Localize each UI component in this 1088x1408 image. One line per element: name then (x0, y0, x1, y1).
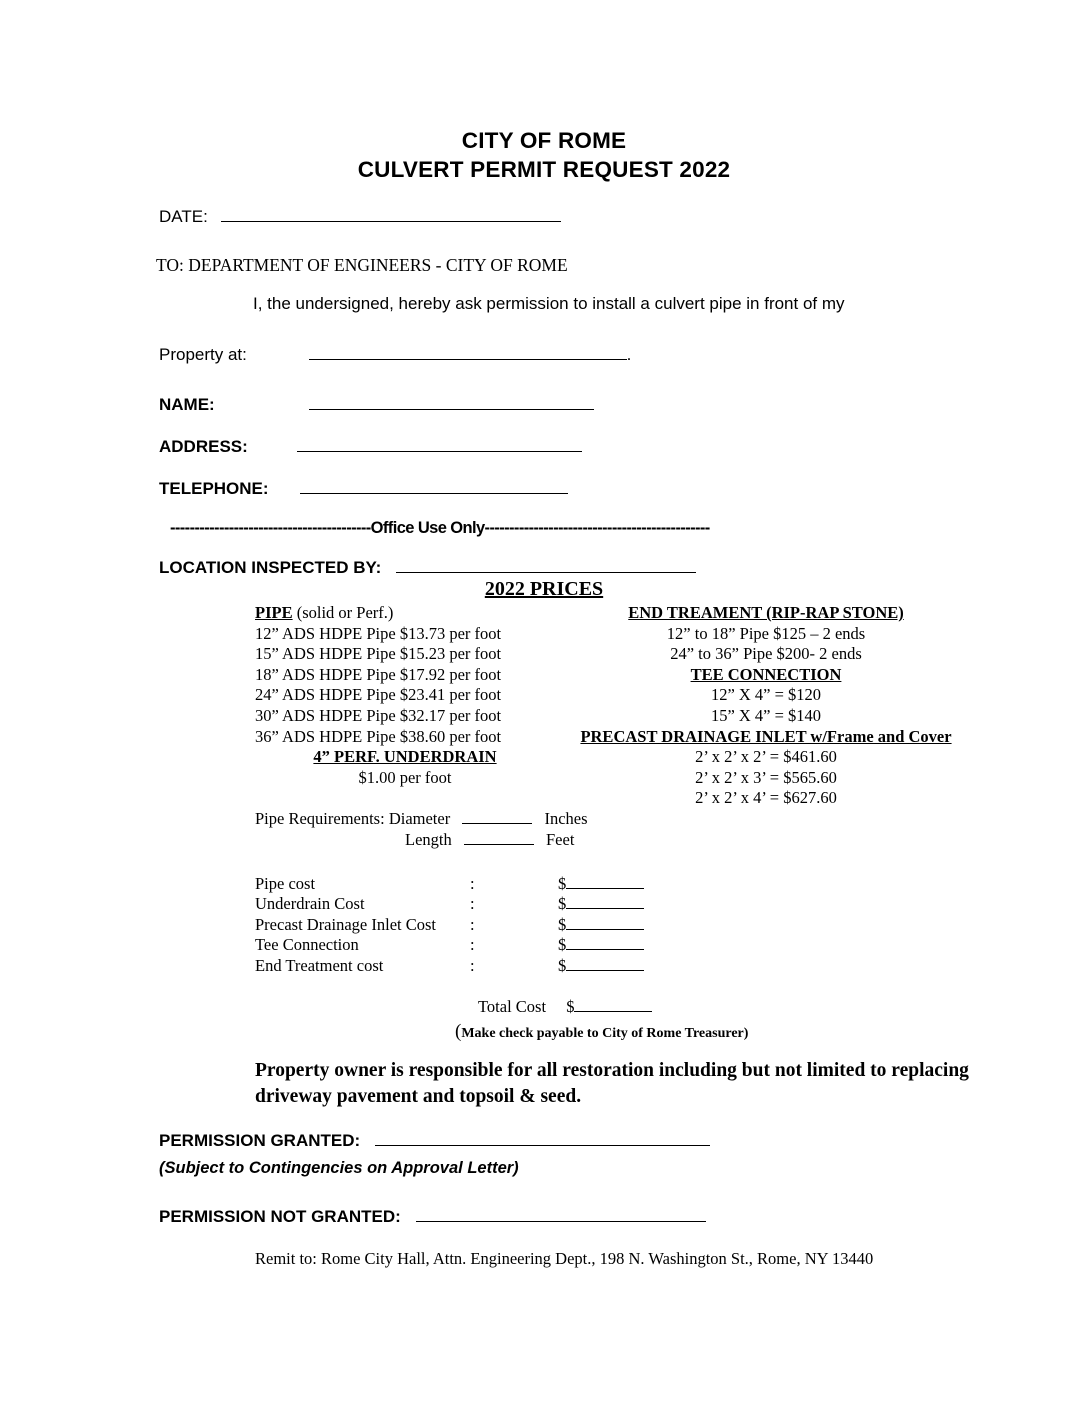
total-cost-input-line[interactable] (574, 1011, 652, 1012)
total-cost-dollar: $ (566, 997, 575, 1016)
property-input-line[interactable] (309, 359, 627, 360)
end-treatment-heading: END TREAMENT (RIP-RAP STONE) (628, 603, 904, 622)
pipe-heading-bold: PIPE (255, 603, 293, 622)
length-label: Length (405, 830, 452, 849)
property-label: Property at: (159, 345, 247, 364)
pipe-column-heading (255, 603, 555, 624)
permission-granted-input-line[interactable] (375, 1145, 710, 1146)
make-check-text: Make check payable to City of Rome Treasurer) (461, 1026, 749, 1041)
cost-value: $ (558, 915, 644, 935)
cost-value: $ (558, 894, 644, 914)
permission-granted-label: PERMISSION GRANTED: (159, 1131, 361, 1150)
cost-colon: : (470, 935, 475, 955)
location-inspected-label: LOCATION INSPECTED BY: (159, 558, 382, 577)
pipe-requirements-block (255, 808, 588, 850)
property-row (159, 345, 631, 365)
length-unit: Feet (546, 830, 575, 849)
prices-heading: 2022 PRICES (484, 578, 604, 600)
contingency-note: (Subject to Contingencies on Approval Letter) (159, 1159, 519, 1177)
treatment-price-column (556, 603, 976, 809)
underdrain-price: $1.00 per foot (358, 767, 452, 787)
precast-inlet-heading: PRECAST DRAINAGE INLET w/Frame and Cover (580, 726, 952, 746)
cost-input-line[interactable] (566, 970, 644, 971)
pipe-requirements-length-row (255, 829, 588, 850)
name-input-line[interactable] (309, 409, 594, 410)
length-input-line[interactable] (464, 844, 534, 845)
tee-connection-item: 15” X 4” = $140 (710, 705, 822, 725)
cost-input-line[interactable] (566, 949, 644, 950)
tee-connection-item: 12” X 4” = $120 (710, 685, 822, 705)
cost-label: Tee Connection (255, 935, 359, 955)
permission-granted-row (159, 1131, 710, 1151)
permission-not-granted-label: PERMISSION NOT GRANTED: (159, 1207, 401, 1226)
pipe-price-item: 30” ADS HDPE Pipe $32.17 per foot (255, 705, 502, 725)
owner-responsibility-note: Property owner is responsible for all restoration including but not limited to replacing driveway pavement and topsoil & seed. (255, 1060, 969, 1107)
office-use-only-divider: -----------------------------------------Office Use Only---------------------------------------------- (170, 519, 710, 537)
date-input-line[interactable] (221, 221, 561, 222)
precast-inlet-item: 2’ x 2’ x 4’ = $627.60 (695, 788, 837, 808)
make-check-note (455, 1021, 748, 1043)
pipe-price-item: 18” ADS HDPE Pipe $17.92 per foot (255, 664, 502, 684)
title-line-1: CITY OF ROME (461, 128, 627, 153)
pipe-price-item: 24” ADS HDPE Pipe $23.41 per foot (255, 685, 502, 705)
cost-input-line[interactable] (566, 929, 644, 930)
cost-colon: : (470, 894, 475, 914)
cost-label: Pipe cost (255, 874, 316, 893)
addressed-to-line: TO: DEPARTMENT OF ENGINEERS - CITY OF ROME (156, 255, 568, 275)
pipe-price-item: 36” ADS HDPE Pipe $38.60 per foot (255, 726, 502, 746)
cost-colon: : (470, 955, 475, 975)
make-check-paren: ( (455, 1021, 462, 1042)
end-treatment-item: 12” to 18” Pipe $125 – 2 ends (666, 623, 866, 643)
name-row (159, 395, 594, 415)
cost-value: $ (558, 935, 644, 955)
cost-colon: : (470, 914, 475, 934)
cost-value: $ (558, 874, 644, 894)
pipe-price-item: 15” ADS HDPE Pipe $15.23 per foot (255, 644, 502, 664)
remit-to-line: Remit to: Rome City Hall, Attn. Engineering Dept., 198 N. Washington St., Rome, NY 13440 (255, 1249, 874, 1268)
intro-sentence: I, the undersigned, hereby ask permission to install a culvert pipe in front of my (253, 294, 845, 313)
pipe-price-item: 12” ADS HDPE Pipe $13.73 per foot (255, 623, 502, 643)
total-cost-row (478, 997, 652, 1017)
tee-connection-heading: TEE CONNECTION (690, 664, 842, 684)
date-label: DATE: (159, 207, 208, 226)
diameter-unit: Inches (544, 809, 588, 828)
cost-colon: : (470, 874, 475, 893)
telephone-row (159, 479, 568, 499)
pipe-price-column (255, 603, 555, 788)
diameter-input-line[interactable] (462, 823, 532, 824)
cost-label: End Treatment cost (255, 955, 384, 975)
date-row (159, 207, 561, 227)
address-label: ADDRESS: (159, 437, 248, 456)
telephone-label: TELEPHONE: (159, 479, 269, 498)
pipe-requirements-diameter-row (255, 808, 588, 829)
document-title (0, 126, 1088, 184)
name-label: NAME: (159, 395, 215, 414)
pipe-heading-rest: (solid or Perf.) (292, 603, 394, 622)
cost-input-line[interactable] (566, 908, 644, 909)
title-line-2: CULVERT PERMIT REQUEST 2022 (357, 157, 731, 182)
end-treatment-item: 24” to 36” Pipe $200- 2 ends (670, 644, 862, 664)
location-inspected-row (159, 558, 696, 578)
underdrain-heading: 4” PERF. UNDERDRAIN (313, 747, 497, 767)
cost-value: $ (558, 956, 644, 976)
cost-label: Underdrain Cost (255, 894, 365, 914)
precast-inlet-item: 2’ x 2’ x 2’ = $461.60 (695, 747, 837, 767)
permission-not-granted-input-line[interactable] (416, 1221, 706, 1222)
address-input-line[interactable] (297, 451, 582, 452)
property-period: . (626, 345, 632, 364)
location-inspected-input-line[interactable] (396, 572, 696, 573)
permission-not-granted-row (159, 1207, 706, 1227)
total-cost-label: Total Cost (478, 997, 547, 1016)
cost-input-line[interactable] (566, 888, 644, 889)
diameter-label: Pipe Requirements: Diameter (255, 809, 451, 828)
precast-inlet-item: 2’ x 2’ x 3’ = $565.60 (695, 767, 837, 787)
address-row (159, 437, 582, 457)
telephone-input-line[interactable] (300, 493, 568, 494)
cost-label: Precast Drainage Inlet Cost (255, 914, 436, 934)
